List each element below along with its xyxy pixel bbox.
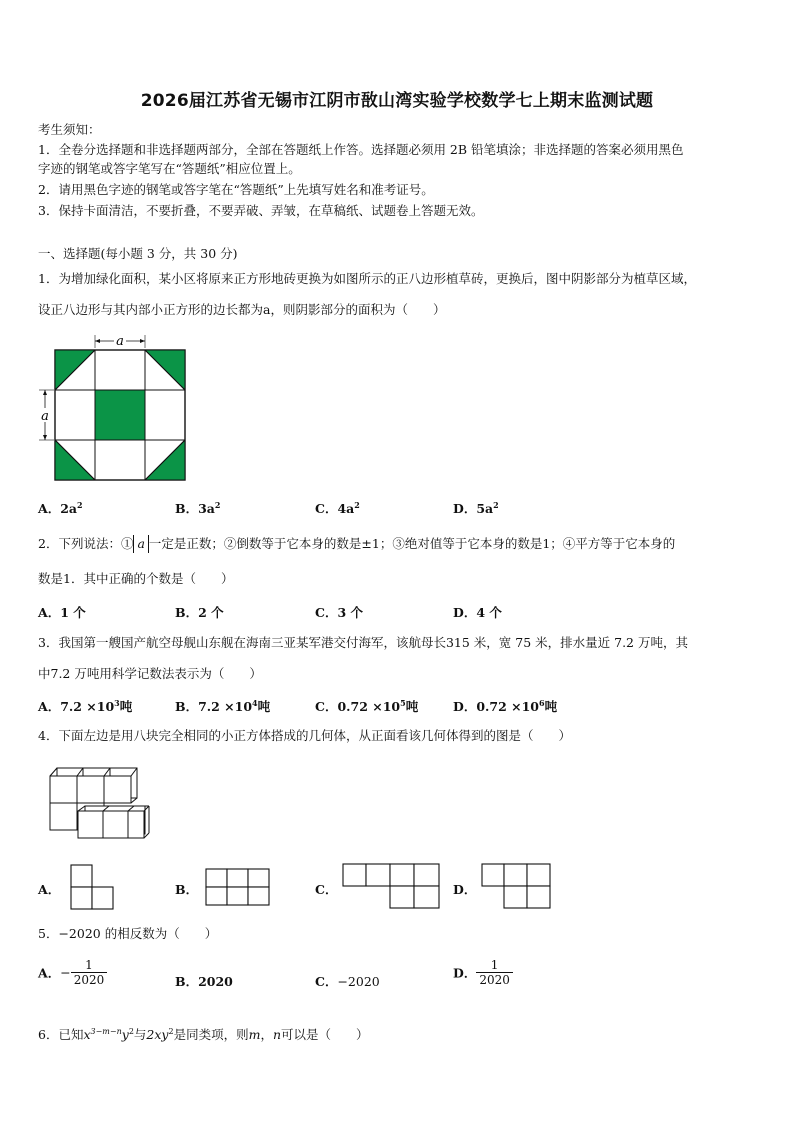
q2-stem-line1: 2．下列说法：① a 一定是正数；②倒数等于它本身的数是±1；③绝对值等于它本身的数是1；④平方等于它本身的 <box>38 536 676 551</box>
q2-stem-line2: 数是1．其中正确的个数是（ ） <box>38 571 234 586</box>
notice-item-1-cont: 字迹的钢笔或答字笔写在“答题纸”相应位置上。 <box>38 161 301 176</box>
q4-option-b-figure[interactable] <box>205 868 273 908</box>
notice-heading: 考生须知： <box>38 122 101 137</box>
page-title: 2026届江苏省无锡市江阴市敔山湾实验学校数学七上期末监测试题 <box>140 91 654 111</box>
q5-stem: 5．−2020 的相反数为（ ） <box>38 926 218 941</box>
q1-label-a-top: a <box>116 334 124 349</box>
q1-stem-line1: 1．为增加绿化面积，某小区将原来正方形地砖更换为如图所示的正八边形植草砖，更换后，图中阴影部分为植草区域， <box>38 271 696 286</box>
q5-option-b[interactable]: B．2020 <box>175 974 233 989</box>
q4-stem: 4．下面左边是用八块完全相同的小正方体搭成的几何体，从正面看该几何体得到的图是（ ） <box>38 728 571 743</box>
q2-abs-value: a <box>133 535 148 553</box>
q3-stem-line1: 3．我国第一艘国产航空母舰山东舰在海南三亚某军港交付海军，该航母长315 米，宽 75 米，排水量近 7.2 万吨，其 <box>38 635 688 650</box>
q1-label-a-left: a <box>41 409 49 424</box>
q1-stem-line2: 设正八边形与其内部小正方形的边长都为a，则阴影部分的面积为（ ） <box>38 302 446 317</box>
q4-option-c-figure[interactable] <box>342 863 444 913</box>
section-heading: 一、选择题(每小题 3 分，共 30 分) <box>38 246 238 261</box>
q3-option-a[interactable]: A．$7.2 \times 10^3$吨 <box>38 697 133 714</box>
notice-item-1: 1．全卷分选择题和非选择题两部分，全部在答题纸上作答。选择题必须用 2B 铅笔填涂；非选择题的答案必须用黑色 <box>38 142 684 157</box>
q4-option-d-label[interactable]: D． <box>453 882 477 897</box>
q2-option-a[interactable]: A．1 个 <box>38 605 86 620</box>
q4-option-a-label[interactable]: A． <box>38 882 61 897</box>
q3-option-d[interactable]: D．$0.72 \times 10^6$吨 <box>453 697 558 714</box>
q3-stem-line2: 中7.2 万吨用科学记数法表示为（ ） <box>38 666 262 681</box>
q4-option-a-figure[interactable] <box>70 864 115 912</box>
q4-option-d-figure[interactable] <box>481 863 555 913</box>
q2-option-c[interactable]: C．3 个 <box>315 605 363 620</box>
q2-option-d[interactable]: D．4 个 <box>453 605 502 620</box>
q4-cube-solid-figure <box>45 766 155 846</box>
notice-item-3: 3．保持卡面清洁，不要折叠，不要弄破、弄皱，在草稿纸、试题卷上答题无效。 <box>38 203 484 218</box>
q3-option-b[interactable]: B．$7.2 \times 10^4$吨 <box>175 697 271 714</box>
q1-octagon-figure <box>30 330 200 490</box>
q4-option-c-label[interactable]: C． <box>315 882 338 897</box>
q5-option-d[interactable]: D． $\frac{1}{2020}$ <box>453 958 513 987</box>
q5-option-c[interactable]: C．−2020 <box>315 974 380 989</box>
q3-option-c[interactable]: C．$0.72 \times 10^5$吨 <box>315 697 419 714</box>
q1-option-d[interactable]: D．$5a^2$ <box>453 499 499 516</box>
q5-option-a[interactable]: A．− $\frac{1}{2020}$ <box>38 958 107 987</box>
q6-stem: 6．已知$x^{3-m-n}y^2$与$2xy^2$是同类项，则m，n可以是（ ） <box>38 1027 369 1043</box>
q2-option-b[interactable]: B．2 个 <box>175 605 224 620</box>
q1-option-a[interactable]: A．$2a^2$ <box>38 499 83 516</box>
notice-item-2: 2．请用黑色字迹的钢笔或答字笔在“答题纸”上先填写姓名和准考证号。 <box>38 182 434 197</box>
q4-option-b-label[interactable]: B． <box>175 882 199 897</box>
q1-option-c[interactable]: C．$4a^2$ <box>315 499 360 516</box>
q1-option-b[interactable]: B．$3a^2$ <box>175 499 221 516</box>
